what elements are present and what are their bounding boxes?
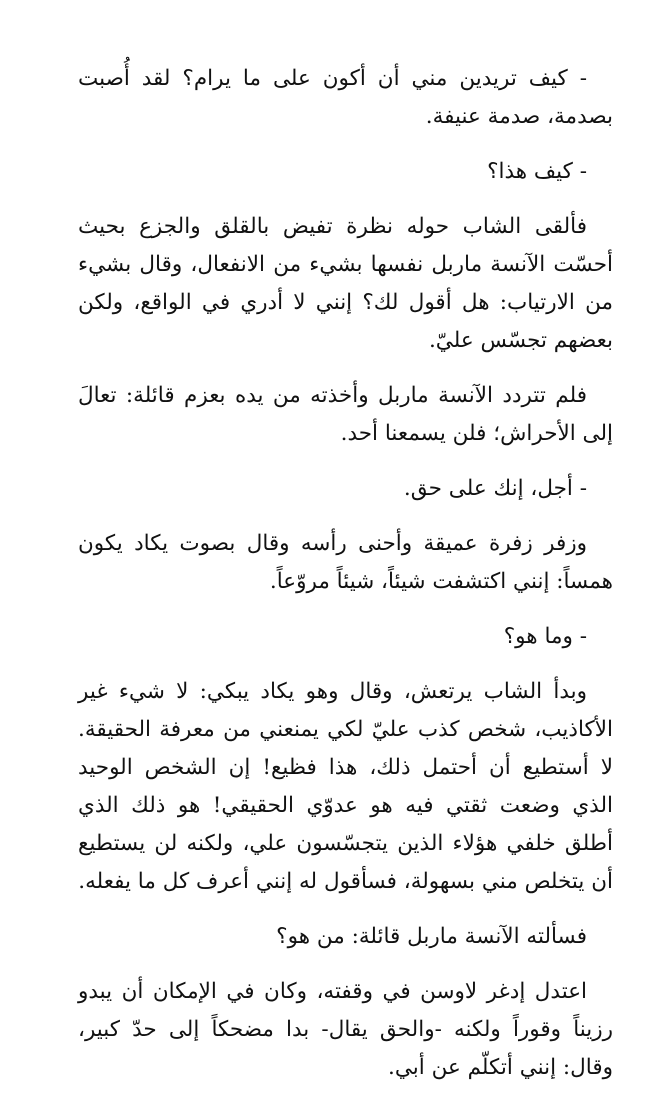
paragraph-4: فلم تتردد الآنسة ماربل وأخذته من يده بعزم قائلة: تعالَ إلى الأحراش؛ فلن يسمعنا أحد. [78, 383, 613, 446]
paragraph-10: اعتدل إدغر لاوسن في وقفته، وكان في الإمكان أن يبدو رزيناً وقوراً ولكنه -والحق يقال- بدا مضحكاً إلى حدّ كبير، وقال: إنني أتكلّم عن أبي. [78, 979, 613, 1080]
paragraph-7: - وما هو؟ [503, 624, 587, 649]
paragraph-6: وزفر زفرة عميقة وأحنى رأسه وقال بصوت يكاد يكون همساً: إنني اكتشفت شيئاً، شيئاً مروّعاً. [78, 531, 613, 594]
paragraph-3: فألقى الشاب حوله نظرة تفيض بالقلق والجزع بحيث أحسّت الآنسة ماربل نفسها بشيء من الانفعال، وقال بشيء من الارتياب: هل أقول لك؟ إنني لا أدري في الواقع، ولكن بعضهم تجسّس عليّ. [78, 214, 613, 353]
paragraph-2: - كيف هذا؟ [487, 159, 587, 184]
paragraph-9: فسألته الآنسة ماربل قائلة: من هو؟ [276, 924, 587, 949]
paragraph-1: - كيف تريدين مني أن أكون على ما يرام؟ لقد أُصبت بصدمة، صدمة عنيفة. [78, 66, 613, 129]
book-page [78, 60, 613, 1104]
paragraph-5: - أجل، إنك على حق. [403, 476, 587, 501]
paragraph-8: وبدأ الشاب يرتعش، وقال وهو يكاد يبكي: لا شيء غير الأكاذيب، شخص كذب عليّ لكي يمنعني من معرفة الحقيقة. لا أستطيع أن أحتمل ذلك، هذا فظيع! إن الشخص الوحيد الذي وضعت ثقتي فيه هو عدوّي الحقيقي! هو ذلك الذي أطلق خلفي هؤلاء الذين يتجسّسون علي، ولكنه لن يستطيع أن يتخلص مني بسهولة، فسأقول له إنني أعرف كل ما يفعله. [78, 679, 613, 894]
